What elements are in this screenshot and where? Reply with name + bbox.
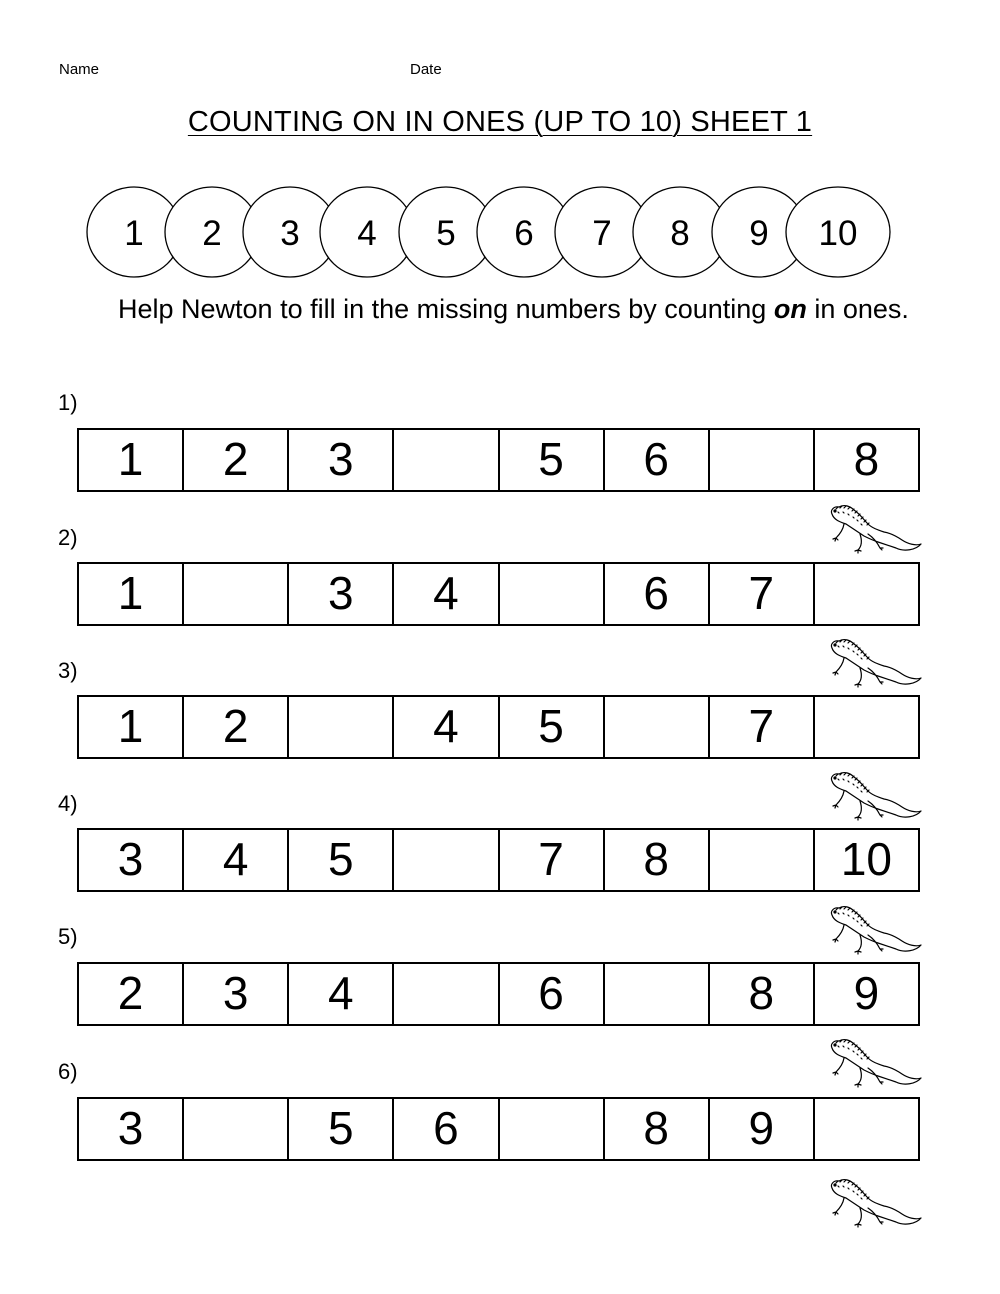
grid-cell[interactable]: 3 [79, 1099, 184, 1159]
number-grid [77, 428, 920, 492]
newt-icon [826, 1174, 922, 1230]
grid-cell[interactable] [605, 964, 710, 1024]
caterpillar-number-line [0, 0, 1000, 290]
newt-icon [826, 901, 922, 957]
grid-cell[interactable]: 3 [184, 964, 289, 1024]
caterpillar-number: 3 [280, 214, 300, 253]
caterpillar-number: 2 [202, 214, 222, 253]
grid-cell[interactable]: 6 [605, 430, 710, 490]
newt-icon [826, 767, 922, 823]
grid-cell[interactable] [289, 697, 394, 757]
grid-cell[interactable] [500, 564, 605, 624]
question-label: 4) [58, 791, 78, 816]
question-label: 6) [58, 1059, 78, 1084]
caterpillar-number: 9 [749, 214, 769, 253]
grid-cell[interactable]: 3 [289, 564, 394, 624]
grid-cell[interactable]: 2 [79, 964, 184, 1024]
number-grid [77, 695, 920, 759]
question-label: 1) [58, 390, 78, 415]
caterpillar-number: 10 [818, 214, 858, 253]
grid-cell[interactable]: 4 [394, 564, 499, 624]
grid-cell[interactable]: 4 [289, 964, 394, 1024]
caterpillar-number: 7 [592, 214, 612, 253]
grid-cell[interactable] [710, 430, 815, 490]
instructions-emphasis: on [773, 294, 807, 324]
newt-icon [826, 500, 922, 556]
caterpillar-number: 4 [357, 214, 377, 253]
grid-cell[interactable]: 5 [500, 430, 605, 490]
grid-cell[interactable]: 1 [79, 430, 184, 490]
grid-cell[interactable] [710, 830, 815, 890]
question-label: 2) [58, 525, 78, 550]
number-grid [77, 962, 920, 1026]
grid-cell[interactable] [815, 564, 918, 624]
grid-cell[interactable] [815, 697, 918, 757]
grid-cell[interactable]: 2 [184, 430, 289, 490]
grid-cell[interactable] [184, 1099, 289, 1159]
grid-cell[interactable] [500, 1099, 605, 1159]
grid-cell[interactable]: 2 [184, 697, 289, 757]
date-label: Date [410, 61, 442, 78]
number-grid [77, 562, 920, 626]
instructions [118, 286, 938, 332]
grid-cell[interactable] [394, 964, 499, 1024]
grid-cell[interactable]: 6 [394, 1099, 499, 1159]
grid-cell[interactable]: 5 [289, 830, 394, 890]
name-label: Name [59, 61, 100, 78]
number-grid [77, 1097, 920, 1161]
grid-cell[interactable]: 6 [500, 964, 605, 1024]
question-label: 5) [58, 924, 78, 949]
caterpillar-number: 8 [670, 214, 690, 253]
grid-cell[interactable]: 1 [79, 697, 184, 757]
grid-cell[interactable] [184, 564, 289, 624]
grid-cell[interactable]: 7 [500, 830, 605, 890]
grid-cell[interactable]: 6 [605, 564, 710, 624]
page-title: COUNTING ON IN ONES (UP TO 10) SHEET 1 [187, 106, 813, 138]
grid-cell[interactable]: 10 [840, 833, 893, 885]
instructions-text-end: in ones. [806, 294, 909, 324]
newt-icon [826, 634, 922, 690]
grid-cell[interactable] [815, 1099, 918, 1159]
grid-cell[interactable]: 4 [394, 697, 499, 757]
grid-cell[interactable]: 8 [710, 964, 815, 1024]
grid-cell[interactable]: 1 [79, 564, 184, 624]
caterpillar-number: 1 [124, 214, 144, 253]
grid-cell[interactable] [394, 830, 499, 890]
grid-cell[interactable]: 8 [605, 830, 710, 890]
grid-cell[interactable]: 7 [710, 697, 815, 757]
caterpillar-number: 5 [436, 214, 456, 253]
number-grid [77, 828, 920, 892]
grid-cell[interactable]: 4 [184, 830, 289, 890]
grid-cell[interactable]: 3 [79, 830, 184, 890]
caterpillar-segment [786, 187, 890, 277]
grid-cell[interactable]: 3 [289, 430, 394, 490]
instructions-text: Help Newton to fill in the missing numbers by counting [118, 294, 774, 324]
grid-cell[interactable]: 7 [710, 564, 815, 624]
grid-cell[interactable]: 8 [853, 433, 880, 485]
caterpillar-number: 6 [514, 214, 534, 253]
grid-cell[interactable] [394, 430, 499, 490]
grid-cell[interactable]: 9 [853, 967, 880, 1019]
question-label: 3) [58, 658, 78, 683]
grid-cell[interactable]: 9 [710, 1099, 815, 1159]
grid-cell[interactable]: 5 [289, 1099, 394, 1159]
grid-cell[interactable] [605, 697, 710, 757]
grid-cell[interactable]: 5 [500, 697, 605, 757]
newt-icon [826, 1034, 922, 1090]
grid-cell[interactable]: 8 [605, 1099, 710, 1159]
